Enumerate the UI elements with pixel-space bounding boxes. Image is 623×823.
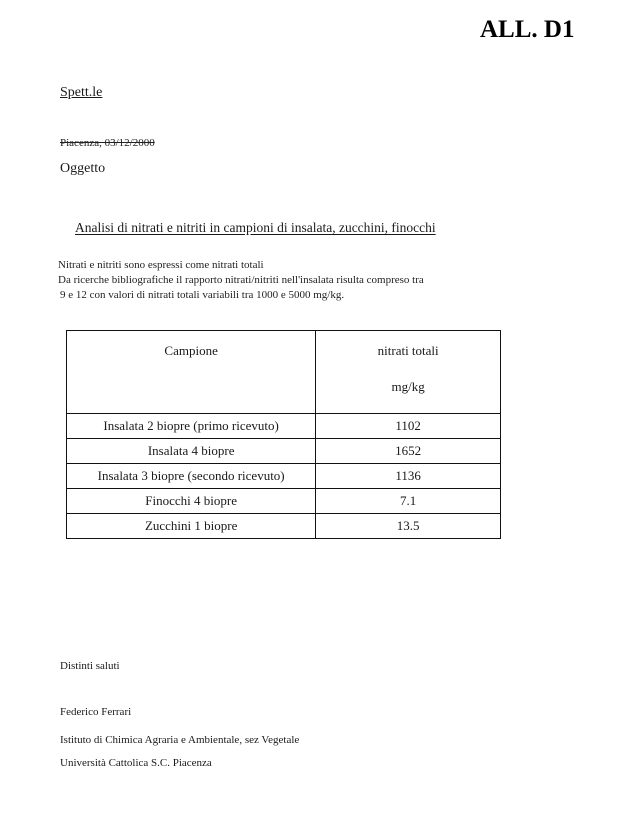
sample-cell: Insalata 2 biopre (primo ricevuto) — [67, 414, 316, 439]
sample-cell: Insalata 4 biopre — [67, 439, 316, 464]
signature-university: Università Cattolica S.C. Piacenza — [60, 757, 212, 769]
header-unit: mg/kg — [391, 379, 425, 394]
document-tag: ALL. D1 — [480, 16, 575, 43]
table-header-row — [67, 331, 501, 414]
table-row — [67, 464, 501, 489]
signature-name: Federico Ferrari — [60, 706, 132, 718]
closing-salutation: Distinti saluti — [60, 660, 120, 672]
table-row — [67, 489, 501, 514]
value-cell: 13.5 — [316, 514, 501, 539]
value-cell: 1102 — [316, 414, 501, 439]
letter-title: Analisi di nitrati e nitriti in campioni di insalata, zucchini, finocchi — [75, 220, 436, 235]
results-table — [66, 330, 501, 539]
header-value — [316, 331, 501, 414]
value-cell: 1136 — [316, 464, 501, 489]
header-value-label: nitrati totali — [377, 343, 439, 358]
signature-institute: Istituto di Chimica Agraria e Ambientale, sez Vegetale — [60, 734, 300, 746]
header-sample: Campione — [67, 331, 316, 414]
paragraph: 9 e 12 con valori di nitrati totali variabili tra 1000 e 5000 mg/kg. — [60, 289, 345, 301]
paragraph: Da ricerche bibliografiche il rapporto nitrati/nitriti nell'insalata risulta compreso tra — [58, 274, 424, 286]
sample-cell: Insalata 3 biopre (secondo ricevuto) — [67, 464, 316, 489]
sample-cell: Finocchi 4 biopre — [67, 489, 316, 514]
paragraph: Nitrati e nitriti sono espressi come nitrati totali — [58, 259, 264, 271]
value-cell: 7.1 — [316, 489, 501, 514]
table-row — [67, 439, 501, 464]
subject-label: Oggetto — [60, 161, 106, 176]
value-cell: 1652 — [316, 439, 501, 464]
sample-cell: Zucchini 1 biopre — [67, 514, 316, 539]
table-row — [67, 514, 501, 539]
recipient: Spett.le — [60, 85, 103, 100]
table-row — [67, 414, 501, 439]
letter-date: Piacenza, 03/12/2000 — [60, 137, 155, 149]
